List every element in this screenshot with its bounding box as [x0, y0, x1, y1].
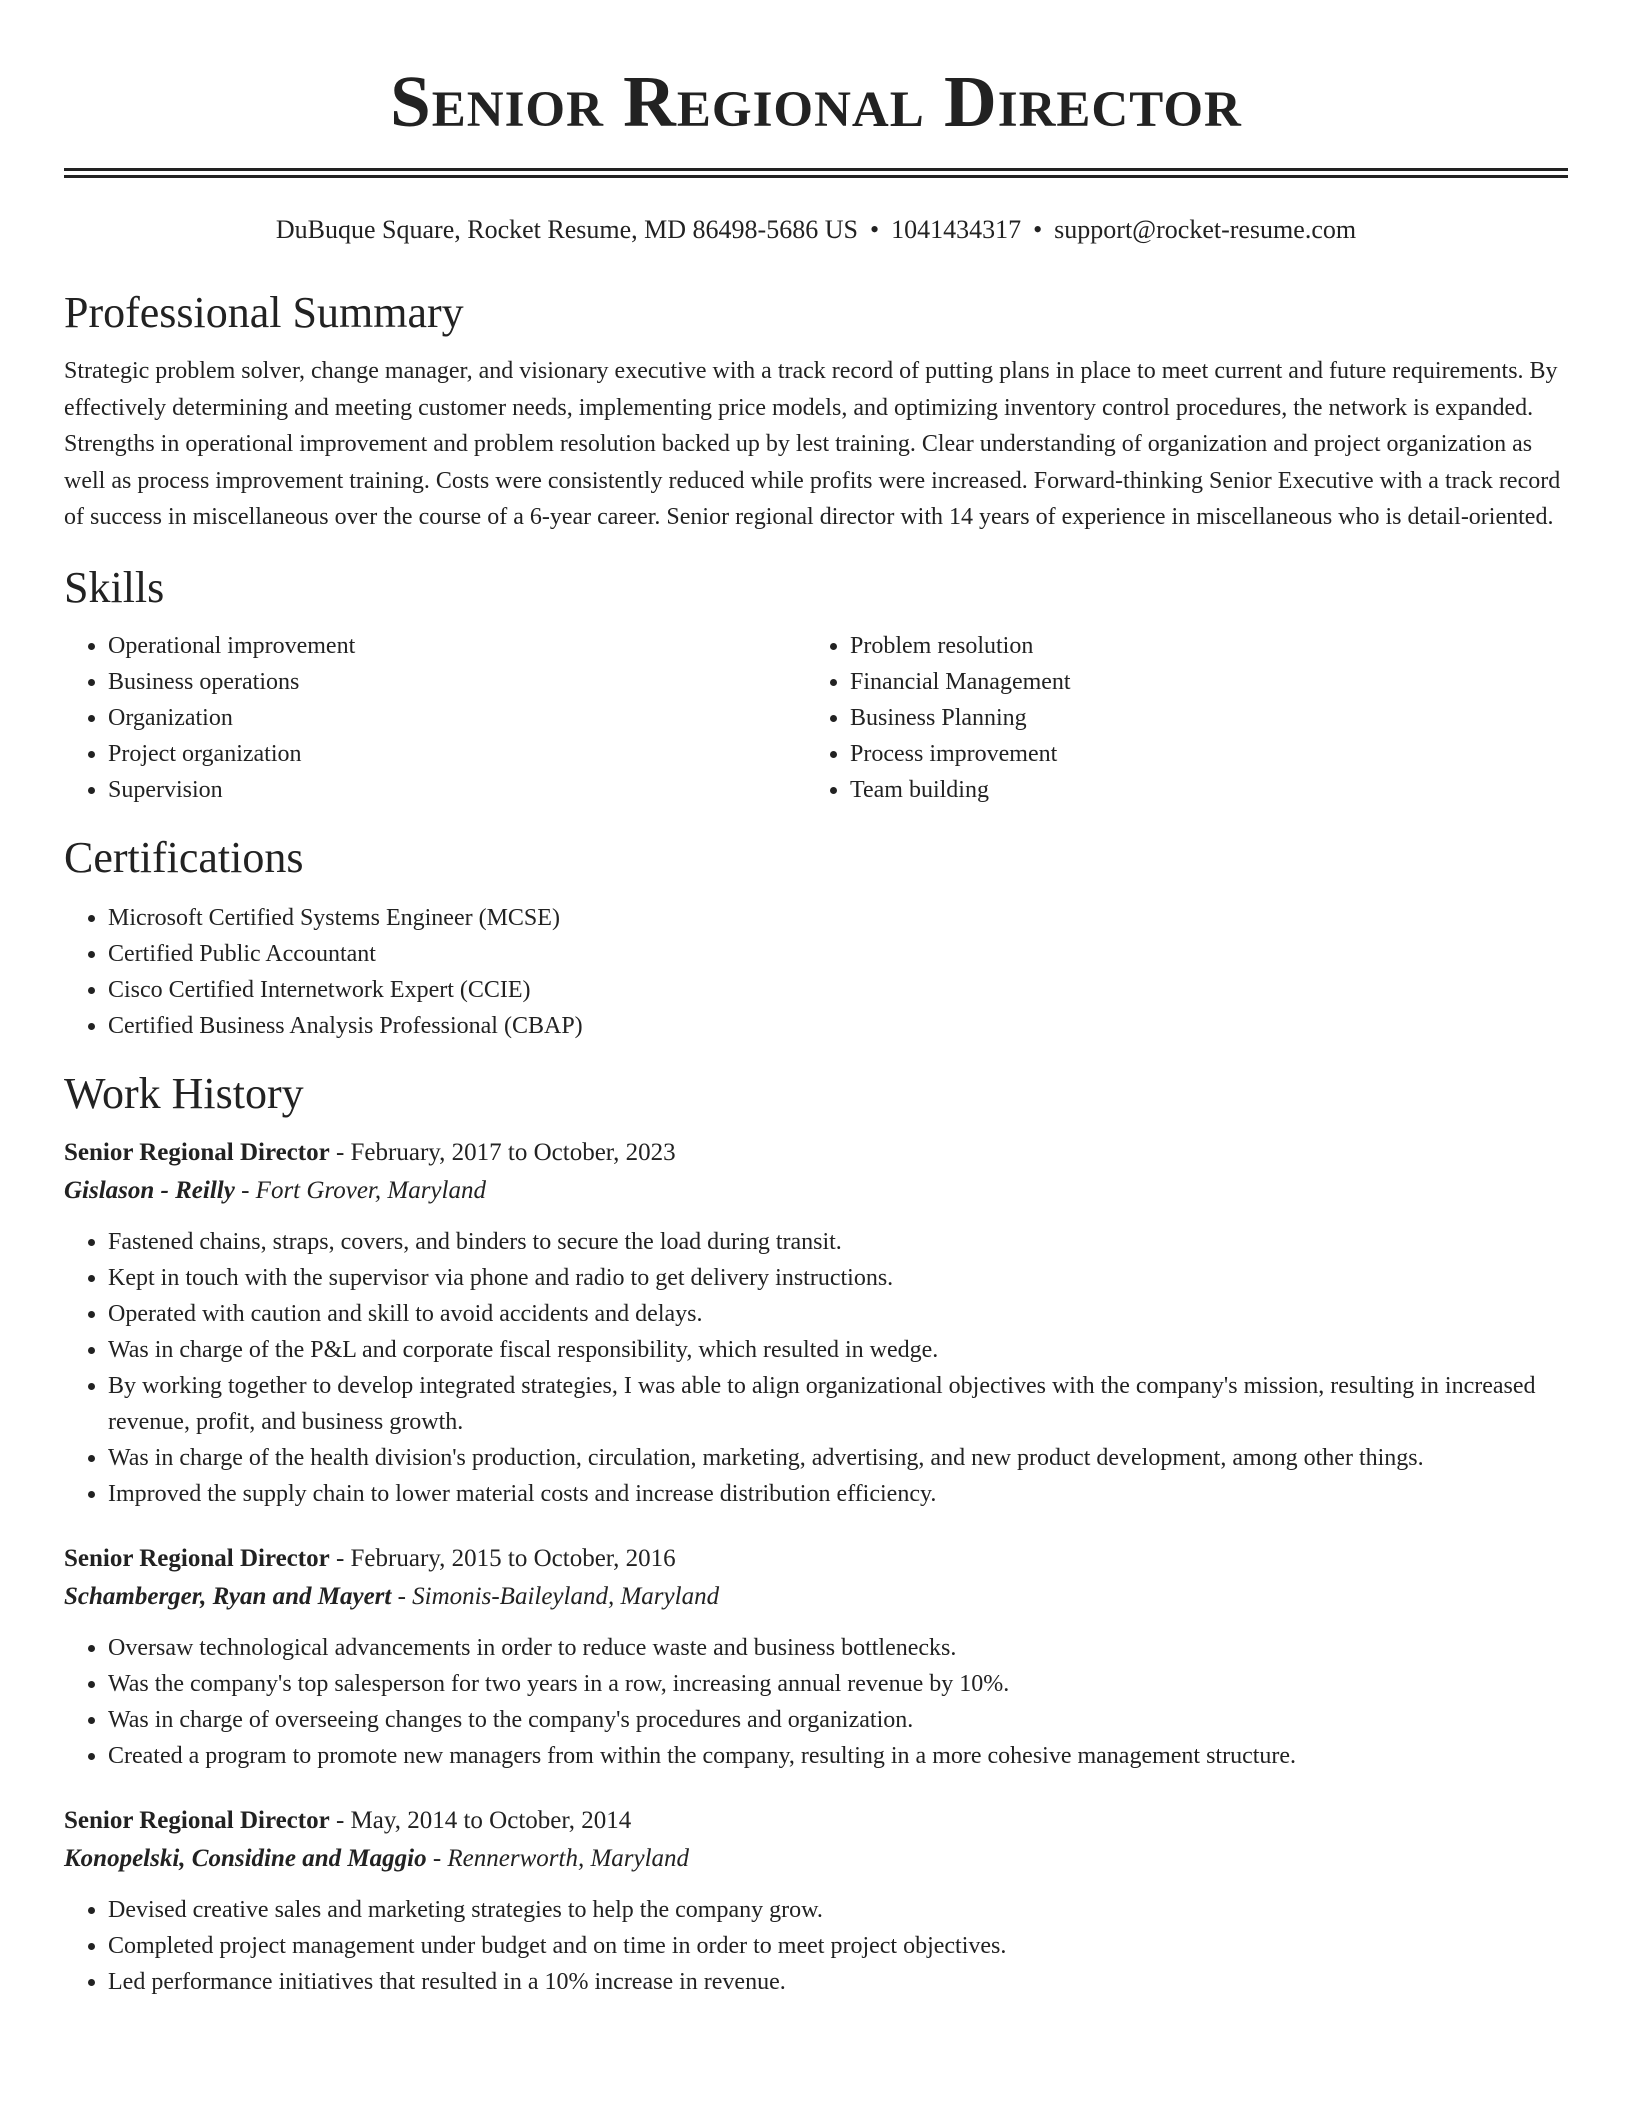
job-title: Senior Regional Director	[64, 1138, 330, 1166]
job-bullets	[64, 1892, 1568, 2000]
contact-phone: 1041434317	[891, 215, 1022, 244]
skill-item: • Organization	[108, 700, 806, 736]
title-divider	[64, 168, 1568, 178]
job-bullets	[64, 1630, 1568, 1774]
skills-list-right	[806, 628, 1548, 808]
job-company-line	[64, 1172, 1568, 1210]
job-company: Schamberger, Ryan and Mayert	[64, 1582, 392, 1610]
summary-text: Strategic problem solver, change manager, and visionary executive with a track record of putting plans in place to meet current and future requirements. By effectively determining and meeting customer needs, implementing price models, and optimizing inventory control procedures, the network is expanded. Strengths in operational improvement and problem resolution backed up by lest training. Clear understanding of organization and project organization as well as process improvement training. Costs were consistently reduced while profits were increased. Forward-thinking Senior Executive with a track record of success in miscellaneous over the course of a 6-year career. Senior regional director with 14 years of experience in miscellaneous who is detail-oriented.	[64, 358, 1561, 530]
skills-list-left	[64, 628, 806, 808]
job-bullet: • Was in charge of the health division's production, circulation, marketing, advertising, and new product development, among other things.	[108, 1440, 1568, 1476]
skill-item: • Business Planning	[850, 700, 1548, 736]
job-dates: - February, 2015 to October, 2016	[329, 1544, 676, 1572]
job-bullet: • Devised creative sales and marketing strategies to help the company grow.	[108, 1892, 1568, 1928]
certifications-list	[64, 900, 1568, 1044]
job-dates: - February, 2017 to October, 2023	[329, 1138, 676, 1166]
job-bullet: • Operated with caution and skill to avoid accidents and delays.	[108, 1296, 1568, 1332]
resume-page	[64, 0, 1568, 2000]
job-company-line	[64, 1840, 1568, 1878]
job-bullet: • Was in charge of the P&L and corporate fiscal responsibility, which resulted in wedge.	[108, 1332, 1568, 1368]
certifications-heading: Certifications	[64, 832, 304, 882]
certification-item: • Certified Public Accountant	[108, 936, 1568, 972]
job-company: Konopelski, Considine and Maggio	[64, 1844, 427, 1872]
job-bullet: • Was the company's top salesperson for two years in a row, increasing annual revenue by 10%.	[108, 1666, 1568, 1702]
contact-separator: •	[1033, 215, 1043, 244]
contact-separator: •	[869, 215, 880, 244]
job-entry	[64, 1802, 1568, 2000]
certification-item: • Microsoft Certified Systems Engineer (MCSE)	[108, 900, 1568, 936]
job-bullet: • Led performance initiatives that resulted in a 10% increase in revenue.	[108, 1964, 1568, 2000]
contact-email: support@rocket-resume.com	[1054, 215, 1357, 244]
skill-item: • Financial Management	[850, 664, 1548, 700]
job-location: - Fort Grover, Maryland	[234, 1176, 486, 1204]
job-bullet: • By working together to develop integrated strategies, I was able to align organizational objectives with the company's mission, resulting in increased revenue, profit, and business growth.	[108, 1368, 1568, 1440]
skill-item: • Project organization	[108, 736, 806, 772]
resume-title: Senior Regional Director	[390, 61, 1242, 142]
skills-heading: Skills	[64, 562, 165, 612]
job-title-line	[64, 1540, 1568, 1578]
job-title-line	[64, 1802, 1568, 1840]
skill-item: • Team building	[850, 772, 1548, 808]
contact-line	[64, 213, 1568, 247]
skill-item: • Problem resolution	[850, 628, 1548, 664]
certification-item: • Cisco Certified Internetwork Expert (CCIE)	[108, 972, 1568, 1008]
job-bullet: • Oversaw technological advancements in order to reduce waste and business bottlenecks.	[108, 1630, 1568, 1666]
job-location: - Simonis-Baileyland, Maryland	[391, 1582, 720, 1610]
job-title: Senior Regional Director	[64, 1806, 330, 1834]
skill-item: • Process improvement	[850, 736, 1548, 772]
skills-column-right	[806, 628, 1548, 808]
job-bullet: • Created a program to promote new managers from within the company, resulting in a more cohesive management structure.	[108, 1738, 1568, 1774]
skills-columns	[64, 628, 1568, 808]
job-bullet: • Was in charge of overseeing changes to the company's procedures and organization.	[108, 1702, 1568, 1738]
skill-item: • Business operations	[108, 664, 806, 700]
job-entry	[64, 1540, 1568, 1774]
job-title: Senior Regional Director	[64, 1544, 330, 1572]
job-entry	[64, 1134, 1568, 1512]
job-title-line	[64, 1134, 1568, 1172]
skills-column-left	[64, 628, 806, 808]
summary-heading: Professional Summary	[64, 288, 464, 337]
job-bullet: • Kept in touch with the supervisor via phone and radio to get delivery instructions.	[108, 1260, 1568, 1296]
job-dates: - May, 2014 to October, 2014	[329, 1806, 632, 1834]
job-bullets	[64, 1224, 1568, 1512]
job-bullet: • Fastened chains, straps, covers, and binders to secure the load during transit.	[108, 1224, 1568, 1260]
work-history-heading: Work History	[64, 1068, 304, 1118]
skill-item: • Supervision	[108, 772, 806, 808]
skill-item: • Operational improvement	[108, 628, 806, 664]
job-location: - Rennerworth, Maryland	[426, 1844, 690, 1872]
certification-item: • Certified Business Analysis Professional (CBAP)	[108, 1008, 1568, 1044]
contact-address: DuBuque Square, Rocket Resume, MD 86498-5686 US	[275, 215, 858, 244]
job-bullet: • Improved the supply chain to lower material costs and increase distribution efficiency.	[108, 1476, 1568, 1512]
job-company: Gislason - Reilly	[64, 1176, 235, 1204]
job-company-line	[64, 1578, 1568, 1616]
job-bullet: • Completed project management under budget and on time in order to meet project objectives.	[108, 1928, 1568, 1964]
